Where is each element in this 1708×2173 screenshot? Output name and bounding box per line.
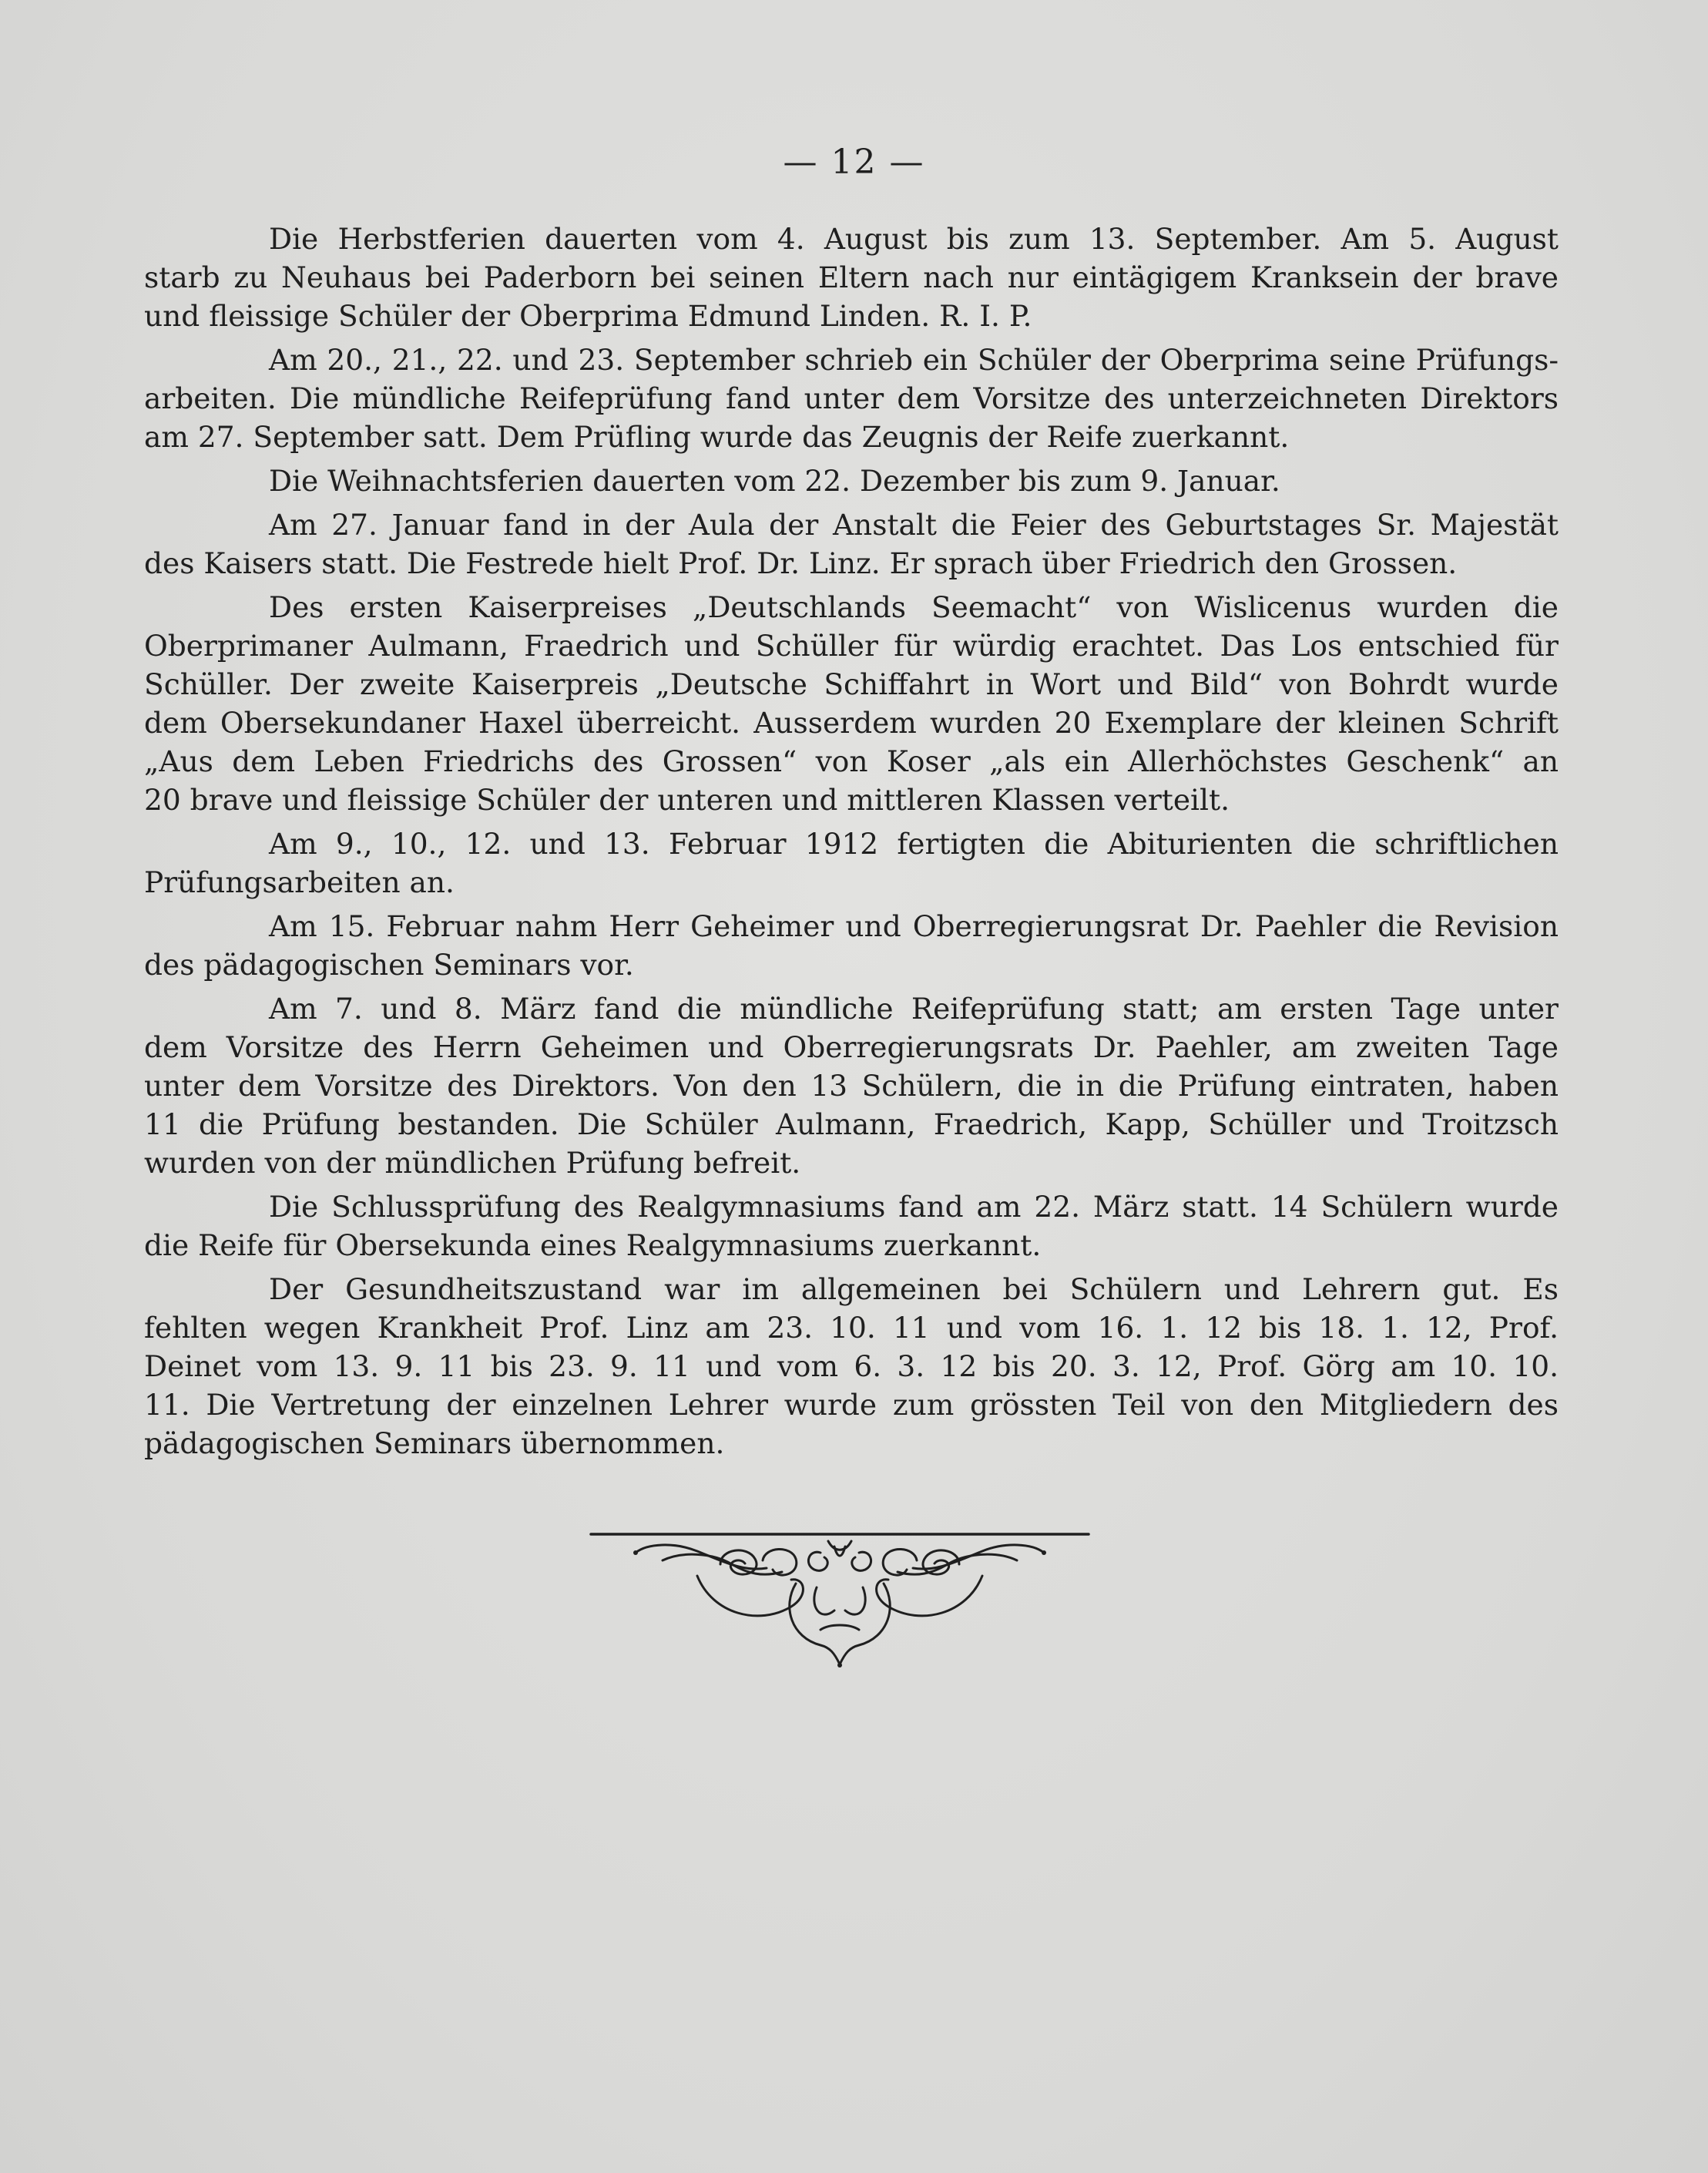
paragraph bbox=[144, 825, 1559, 902]
text-line: Die Weihnachtsferien dauerten vom 22. Dezember bis zum 9. Januar. bbox=[269, 464, 1280, 498]
text-line: Die Schlussprüfung des Realgymnasiums fand am 22. März statt. 14 Schülern wurde bbox=[269, 1190, 1559, 1224]
text-line: pädagogischen Seminars übernommen. bbox=[144, 1426, 725, 1460]
paragraph bbox=[144, 907, 1559, 984]
paragraph bbox=[144, 1187, 1559, 1265]
text-line: und fleissige Schüler der Oberprima Edmund Linden. R. I. P. bbox=[144, 299, 1032, 333]
text-line: Am 27. Januar fand in der Aula der Anstalt die Feier des Geburtstages Sr. Majestät bbox=[269, 508, 1559, 542]
text-line: 11 die Prüfung bestanden. Die Schüler Aulmann, Fraedrich, Kapp, Schüller und Troitzsch bbox=[144, 1107, 1559, 1141]
paragraph bbox=[144, 989, 1559, 1182]
text-line: unter dem Vorsitze des Direktors. Von den 13 Schülern, die in die Prüfung eintraten, haben bbox=[144, 1069, 1559, 1103]
text-line: Des ersten Kaiserpreises „Deutschlands Seemacht“ von Wislicenus wurden die bbox=[269, 590, 1559, 624]
scroll-ornament-icon bbox=[589, 1530, 1090, 1668]
text-line: Am 7. und 8. März fand die mündliche Reifeprüfung statt; am ersten Tage unter bbox=[269, 992, 1559, 1026]
text-line: fehlten wegen Krankheit Prof. Linz am 23. 10. 11 und vom 16. 1. 12 bis 18. 1. 12, Prof. bbox=[144, 1311, 1559, 1345]
text-line: Oberprimaner Aulmann, Fraedrich und Schüller für würdig erachtet. Das Los entschied für bbox=[144, 629, 1559, 663]
page-number: — 12 — bbox=[783, 143, 925, 182]
text-line: „Aus dem Leben Friedrichs des Grossen“ von Koser „als ein Allerhöchstes Geschenk“ an bbox=[144, 744, 1559, 778]
text-line: arbeiten. Die mündliche Reifeprüfung fand unter dem Vorsitze des unterzeichneten Direktors bbox=[144, 381, 1559, 415]
body-text bbox=[144, 220, 1559, 1463]
paragraph bbox=[144, 220, 1559, 335]
paragraph bbox=[144, 505, 1559, 583]
text-line: Am 9., 10., 12. und 13. Februar 1912 fertigten die Abiturienten die schriftlichen bbox=[269, 827, 1559, 861]
text-line: dem Vorsitze des Herrn Geheimen und Oberregierungsrats Dr. Paehler, am zweiten Tage bbox=[144, 1030, 1559, 1064]
text-line: Am 15. Februar nahm Herr Geheimer und Oberregierungsrat Dr. Paehler die Revision bbox=[269, 909, 1559, 943]
text-line: wurden von der mündlichen Prüfung befreit. bbox=[144, 1146, 801, 1180]
text-line: 20 brave und fleissige Schüler der unteren und mittleren Klassen verteilt. bbox=[144, 783, 1230, 817]
text-line: dem Obersekundaner Haxel überreicht. Ausserdem wurden 20 Exemplare der kleinen Schrift bbox=[144, 706, 1559, 740]
paragraph bbox=[144, 1270, 1559, 1463]
paragraph bbox=[144, 462, 1559, 500]
text-line: Die Herbstferien dauerten vom 4. August bis zum 13. September. Am 5. August bbox=[269, 222, 1559, 256]
text-line: 11. Die Vertretung der einzelnen Lehrer wurde zum grössten Teil von den Mitgliedern des bbox=[144, 1388, 1559, 1422]
text-line: die Reife für Obersekunda eines Realgymnasiums zuerkannt. bbox=[144, 1228, 1042, 1262]
paragraph bbox=[144, 588, 1559, 819]
text-line: am 27. September satt. Dem Prüfling wurde das Zeugnis der Reife zuerkannt. bbox=[144, 420, 1290, 454]
text-line: Deinet vom 13. 9. 11 bis 23. 9. 11 und vom 6. 3. 12 bis 20. 3. 12, Prof. Görg am 10. 10. bbox=[144, 1349, 1559, 1383]
text-line: Der Gesundheitszustand war im allgemeinen bei Schülern und Lehrern gut. Es bbox=[269, 1272, 1559, 1306]
paragraph bbox=[144, 341, 1559, 456]
text-line: Prüfungsarbeiten an. bbox=[144, 865, 455, 899]
text-line: Am 20., 21., 22. und 23. September schrieb ein Schüler der Oberprima seine Prüfungs- bbox=[269, 343, 1559, 377]
text-line: starb zu Neuhaus bei Paderborn bei seinen Eltern nach nur eintägigem Kranksein der brave bbox=[144, 260, 1559, 294]
text-line: des Kaisers statt. Die Festrede hielt Prof. Dr. Linz. Er sprach über Friedrich den Grossen. bbox=[144, 546, 1458, 580]
text-line: Schüller. Der zweite Kaiserpreis „Deutsche Schiffahrt in Wort und Bild“ von Bohrdt wurde bbox=[144, 667, 1559, 701]
text-line: des pädagogischen Seminars vor. bbox=[144, 948, 634, 982]
